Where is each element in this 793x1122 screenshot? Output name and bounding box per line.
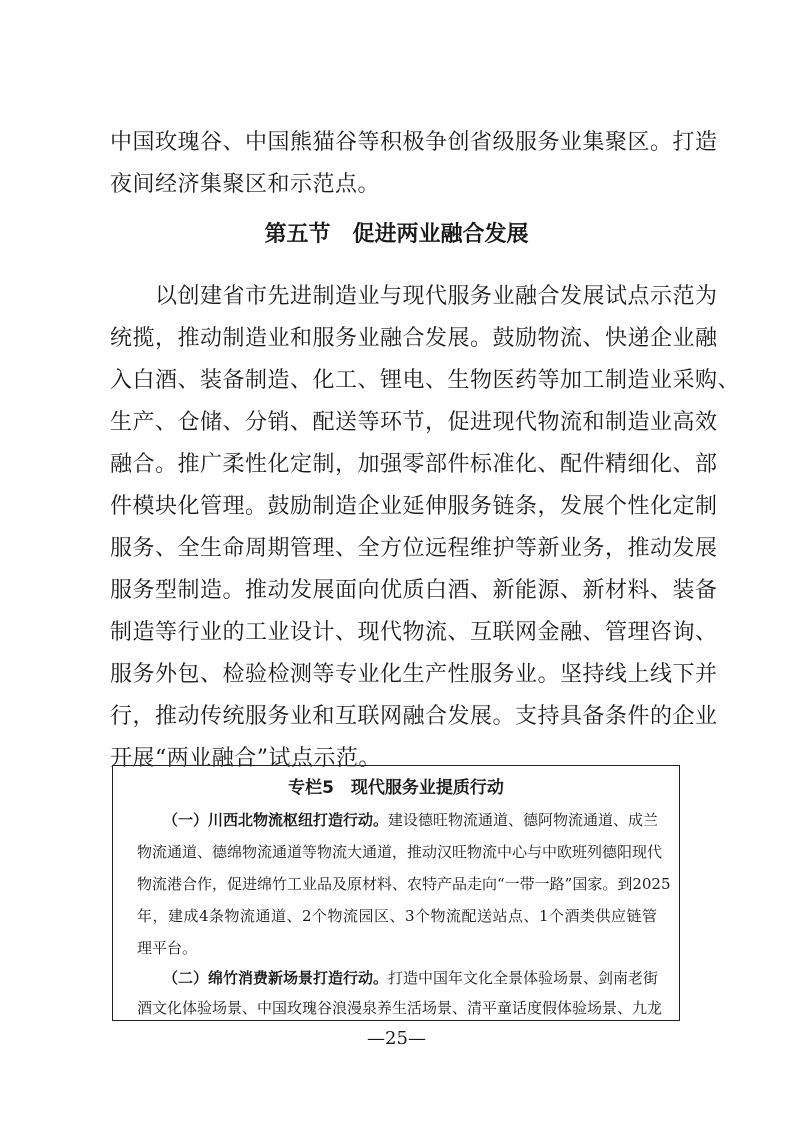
paragraph-line: 服务外包、检验检测等专业化生产性服务业。坚持线上线下并: [110, 662, 718, 687]
special-column-box: [112, 765, 680, 1021]
paragraph-line: 开展“两业融合”试点示范。: [110, 746, 381, 771]
paragraph-line: 行，推动传统服务业和互联网融合发展。支持具备条件的企业: [110, 704, 718, 729]
box-item-heading: （二）绵竹消费新场景打造行动。: [163, 969, 389, 987]
paragraph-line: 制造等行业的工业设计、现代物流、互联网金融、管理咨询、: [110, 620, 718, 645]
box-item-line: 年，建成4条物流通道、2个物流园区、3个物流配送站点、1个酒类供应链管: [137, 907, 657, 925]
paragraph-line: 融合。推广柔性化定制，加强零部件标准化、配件精细化、部: [110, 452, 718, 477]
paragraph-line: 服务、全生命周期管理、全方位远程维护等新业务，推动发展: [110, 536, 718, 561]
box-item-heading: （一）川西北物流枢纽打造行动。: [163, 811, 389, 829]
box-item-line: 物流通道、德绵物流通道等物流大通道，推动汉旺物流中心与中欧班列德阳现代: [137, 843, 663, 861]
page-number: —25—: [367, 1028, 426, 1049]
paragraph-line: 服务型制造。推动发展面向优质白酒、新能源、新材料、装备: [110, 578, 718, 603]
box-item-text: 建设德旺物流通道、德阿物流通道、成兰: [388, 811, 659, 829]
body-text-line: 中国玫瑰谷、中国熊猫谷等积极争创省级服务业集聚区。打造: [110, 130, 718, 155]
paragraph-line: 以创建省市先进制造业与现代服务业融合发展试点示范为: [155, 284, 718, 309]
box-item-line: [163, 968, 657, 988]
box-item-line: [163, 810, 657, 830]
paragraph-line: 件模块化管理。鼓励制造企业延伸服务链条，发展个性化定制: [110, 494, 718, 519]
box-item-line: 物流港合作，促进绵竹工业品及原材料、农特产品走向“一带一路”国家。到2025: [137, 875, 671, 893]
box-item-text: 打造中国年文化全景体验场景、剑南老街: [388, 969, 659, 987]
paragraph-line: 入白酒、装备制造、化工、锂电、生物医药等加工制造业采购、: [110, 368, 741, 393]
box-item-line: 理平台。: [137, 939, 198, 957]
box-item-line: 酒文化体验场景、中国玫瑰谷浪漫泉养生活场景、清平童话度假体验场景、九龙: [137, 999, 663, 1017]
paragraph-line: 生产、仓储、分销、配送等环节，促进现代物流和制造业高效: [110, 410, 718, 435]
paragraph-line: 统揽，推动制造业和服务业融合发展。鼓励物流、快递企业融: [110, 326, 718, 351]
section-title: 第五节 促进两业融合发展: [264, 222, 529, 247]
box-title: 专栏5 现代服务业提质行动: [288, 778, 504, 798]
body-text-line: 夜间经济集聚区和示范点。: [110, 172, 381, 197]
